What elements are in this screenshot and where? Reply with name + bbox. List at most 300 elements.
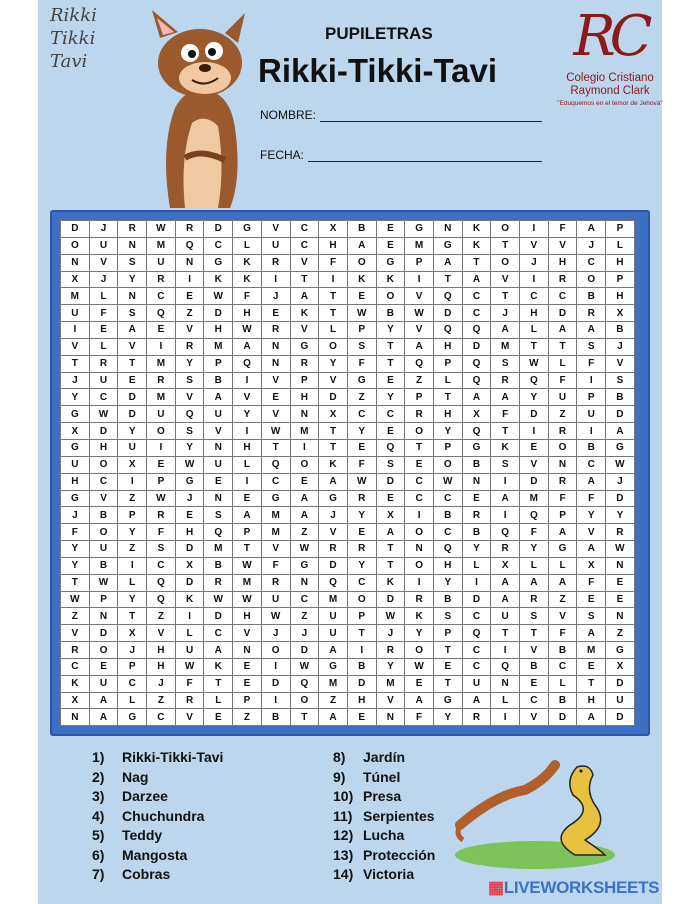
grid-cell[interactable]: F: [577, 355, 606, 372]
grid-cell[interactable]: V: [261, 221, 290, 238]
grid-cell[interactable]: T: [347, 625, 376, 642]
grid-cell[interactable]: B: [433, 507, 462, 524]
grid-cell[interactable]: A: [491, 591, 520, 608]
grid-cell[interactable]: B: [376, 305, 405, 322]
grid-cell[interactable]: W: [290, 658, 319, 675]
grid-cell[interactable]: A: [405, 692, 434, 709]
grid-cell[interactable]: J: [89, 271, 118, 288]
grid-cell[interactable]: Q: [433, 322, 462, 339]
grid-cell[interactable]: U: [319, 625, 348, 642]
grid-cell[interactable]: M: [147, 355, 176, 372]
grid-cell[interactable]: R: [261, 322, 290, 339]
grid-cell[interactable]: G: [61, 406, 90, 423]
grid-cell[interactable]: G: [548, 541, 577, 558]
grid-cell[interactable]: A: [405, 338, 434, 355]
grid-cell[interactable]: V: [405, 322, 434, 339]
grid-cell[interactable]: C: [204, 237, 233, 254]
grid-cell[interactable]: A: [433, 254, 462, 271]
grid-cell[interactable]: P: [405, 389, 434, 406]
grid-cell[interactable]: G: [376, 254, 405, 271]
grid-cell[interactable]: Z: [118, 490, 147, 507]
grid-cell[interactable]: B: [261, 709, 290, 726]
grid-cell[interactable]: L: [433, 372, 462, 389]
grid-cell[interactable]: L: [233, 237, 262, 254]
grid-cell[interactable]: H: [233, 305, 262, 322]
grid-cell[interactable]: N: [204, 490, 233, 507]
grid-cell[interactable]: U: [319, 608, 348, 625]
grid-cell[interactable]: V: [175, 389, 204, 406]
grid-cell[interactable]: I: [462, 574, 491, 591]
grid-cell[interactable]: H: [319, 237, 348, 254]
grid-cell[interactable]: N: [376, 709, 405, 726]
grid-cell[interactable]: Q: [462, 322, 491, 339]
grid-cell[interactable]: U: [175, 642, 204, 659]
grid-cell[interactable]: E: [261, 305, 290, 322]
grid-cell[interactable]: W: [606, 456, 635, 473]
grid-cell[interactable]: O: [261, 642, 290, 659]
grid-cell[interactable]: C: [261, 473, 290, 490]
grid-cell[interactable]: C: [89, 389, 118, 406]
grid-cell[interactable]: C: [147, 288, 176, 305]
grid-cell[interactable]: Q: [204, 524, 233, 541]
grid-cell[interactable]: M: [376, 675, 405, 692]
grid-cell[interactable]: C: [520, 288, 549, 305]
grid-cell[interactable]: I: [290, 439, 319, 456]
grid-cell[interactable]: Z: [290, 608, 319, 625]
grid-cell[interactable]: C: [290, 221, 319, 238]
grid-cell[interactable]: N: [118, 237, 147, 254]
grid-cell[interactable]: N: [204, 439, 233, 456]
grid-cell[interactable]: T: [376, 557, 405, 574]
grid-cell[interactable]: W: [175, 456, 204, 473]
grid-cell[interactable]: E: [347, 288, 376, 305]
grid-cell[interactable]: M: [261, 524, 290, 541]
grid-cell[interactable]: R: [261, 574, 290, 591]
grid-cell[interactable]: J: [118, 642, 147, 659]
grid-cell[interactable]: B: [548, 692, 577, 709]
grid-cell[interactable]: Y: [118, 524, 147, 541]
grid-cell[interactable]: C: [433, 524, 462, 541]
grid-cell[interactable]: W: [204, 591, 233, 608]
grid-cell[interactable]: U: [89, 237, 118, 254]
grid-cell[interactable]: K: [204, 271, 233, 288]
grid-cell[interactable]: E: [233, 490, 262, 507]
grid-cell[interactable]: C: [577, 456, 606, 473]
grid-cell[interactable]: M: [491, 338, 520, 355]
grid-cell[interactable]: L: [520, 557, 549, 574]
grid-cell[interactable]: R: [462, 709, 491, 726]
grid-cell[interactable]: C: [462, 642, 491, 659]
grid-cell[interactable]: I: [405, 271, 434, 288]
grid-cell[interactable]: A: [577, 541, 606, 558]
grid-cell[interactable]: P: [577, 389, 606, 406]
grid-cell[interactable]: Q: [405, 355, 434, 372]
grid-cell[interactable]: I: [147, 439, 176, 456]
grid-cell[interactable]: O: [577, 271, 606, 288]
grid-cell[interactable]: V: [520, 642, 549, 659]
grid-cell[interactable]: A: [204, 389, 233, 406]
grid-cell[interactable]: Q: [462, 372, 491, 389]
grid-cell[interactable]: S: [491, 456, 520, 473]
grid-cell[interactable]: K: [233, 254, 262, 271]
grid-cell[interactable]: A: [577, 221, 606, 238]
grid-cell[interactable]: N: [175, 254, 204, 271]
grid-cell[interactable]: A: [462, 271, 491, 288]
grid-cell[interactable]: H: [433, 338, 462, 355]
grid-cell[interactable]: S: [606, 372, 635, 389]
grid-cell[interactable]: Q: [175, 406, 204, 423]
grid-cell[interactable]: M: [520, 490, 549, 507]
grid-cell[interactable]: A: [462, 692, 491, 709]
grid-cell[interactable]: G: [462, 439, 491, 456]
grid-cell[interactable]: B: [548, 642, 577, 659]
grid-cell[interactable]: C: [577, 254, 606, 271]
grid-cell[interactable]: D: [548, 305, 577, 322]
grid-cell[interactable]: Z: [118, 541, 147, 558]
grid-cell[interactable]: V: [319, 524, 348, 541]
grid-cell[interactable]: X: [577, 557, 606, 574]
grid-cell[interactable]: L: [204, 692, 233, 709]
grid-cell[interactable]: O: [89, 456, 118, 473]
grid-cell[interactable]: X: [376, 507, 405, 524]
grid-cell[interactable]: X: [61, 692, 90, 709]
grid-cell[interactable]: H: [433, 406, 462, 423]
grid-cell[interactable]: G: [433, 237, 462, 254]
grid-cell[interactable]: I: [491, 473, 520, 490]
grid-cell[interactable]: B: [204, 557, 233, 574]
grid-cell[interactable]: D: [376, 473, 405, 490]
grid-cell[interactable]: A: [319, 473, 348, 490]
grid-cell[interactable]: P: [204, 355, 233, 372]
grid-cell[interactable]: U: [261, 591, 290, 608]
grid-cell[interactable]: P: [433, 439, 462, 456]
grid-cell[interactable]: O: [61, 237, 90, 254]
grid-cell[interactable]: E: [261, 389, 290, 406]
grid-cell[interactable]: A: [548, 322, 577, 339]
grid-cell[interactable]: E: [175, 507, 204, 524]
grid-cell[interactable]: T: [118, 355, 147, 372]
grid-cell[interactable]: U: [89, 675, 118, 692]
grid-cell[interactable]: L: [89, 288, 118, 305]
grid-cell[interactable]: A: [606, 423, 635, 440]
grid-cell[interactable]: C: [61, 658, 90, 675]
grid-cell[interactable]: B: [462, 524, 491, 541]
grid-cell[interactable]: C: [462, 288, 491, 305]
grid-cell[interactable]: K: [290, 305, 319, 322]
grid-cell[interactable]: D: [548, 709, 577, 726]
grid-cell[interactable]: S: [577, 608, 606, 625]
grid-cell[interactable]: S: [433, 608, 462, 625]
grid-cell[interactable]: X: [462, 406, 491, 423]
grid-cell[interactable]: V: [520, 709, 549, 726]
grid-cell[interactable]: E: [147, 456, 176, 473]
grid-cell[interactable]: Y: [175, 439, 204, 456]
grid-cell[interactable]: H: [89, 439, 118, 456]
grid-cell[interactable]: T: [319, 288, 348, 305]
grid-cell[interactable]: O: [491, 221, 520, 238]
grid-cell[interactable]: G: [175, 473, 204, 490]
grid-cell[interactable]: L: [548, 557, 577, 574]
grid-cell[interactable]: N: [233, 642, 262, 659]
grid-cell[interactable]: R: [577, 305, 606, 322]
grid-cell[interactable]: V: [61, 625, 90, 642]
grid-cell[interactable]: O: [405, 423, 434, 440]
grid-cell[interactable]: A: [577, 625, 606, 642]
grid-cell[interactable]: F: [347, 355, 376, 372]
grid-cell[interactable]: D: [89, 625, 118, 642]
grid-cell[interactable]: D: [319, 557, 348, 574]
grid-cell[interactable]: D: [204, 221, 233, 238]
grid-cell[interactable]: H: [606, 254, 635, 271]
grid-cell[interactable]: V: [233, 625, 262, 642]
grid-cell[interactable]: Q: [520, 507, 549, 524]
grid-cell[interactable]: V: [261, 372, 290, 389]
grid-cell[interactable]: D: [606, 406, 635, 423]
grid-cell[interactable]: V: [606, 355, 635, 372]
grid-cell[interactable]: H: [233, 608, 262, 625]
grid-cell[interactable]: D: [118, 406, 147, 423]
grid-cell[interactable]: L: [548, 675, 577, 692]
grid-cell[interactable]: C: [347, 574, 376, 591]
grid-cell[interactable]: I: [175, 271, 204, 288]
grid-cell[interactable]: A: [548, 524, 577, 541]
grid-cell[interactable]: R: [347, 490, 376, 507]
grid-cell[interactable]: I: [118, 557, 147, 574]
grid-cell[interactable]: J: [606, 338, 635, 355]
grid-cell[interactable]: H: [175, 524, 204, 541]
grid-cell[interactable]: D: [175, 574, 204, 591]
grid-cell[interactable]: H: [290, 389, 319, 406]
grid-cell[interactable]: A: [290, 507, 319, 524]
grid-cell[interactable]: G: [290, 338, 319, 355]
grid-cell[interactable]: U: [548, 389, 577, 406]
grid-cell[interactable]: Y: [433, 574, 462, 591]
grid-cell[interactable]: P: [548, 507, 577, 524]
grid-cell[interactable]: T: [433, 675, 462, 692]
grid-cell[interactable]: L: [520, 322, 549, 339]
grid-cell[interactable]: Z: [319, 692, 348, 709]
grid-cell[interactable]: A: [462, 389, 491, 406]
grid-cell[interactable]: O: [89, 524, 118, 541]
name-field[interactable]: [260, 108, 542, 122]
grid-cell[interactable]: P: [433, 625, 462, 642]
grid-cell[interactable]: T: [491, 288, 520, 305]
grid-cell[interactable]: G: [319, 490, 348, 507]
grid-cell[interactable]: T: [433, 389, 462, 406]
grid-cell[interactable]: R: [175, 221, 204, 238]
grid-cell[interactable]: J: [376, 625, 405, 642]
grid-cell[interactable]: C: [462, 305, 491, 322]
grid-cell[interactable]: C: [462, 658, 491, 675]
grid-cell[interactable]: W: [261, 608, 290, 625]
grid-cell[interactable]: T: [491, 237, 520, 254]
grid-cell[interactable]: C: [548, 288, 577, 305]
grid-cell[interactable]: S: [175, 423, 204, 440]
grid-cell[interactable]: R: [462, 507, 491, 524]
grid-cell[interactable]: E: [433, 658, 462, 675]
grid-cell[interactable]: R: [319, 541, 348, 558]
grid-cell[interactable]: O: [290, 692, 319, 709]
grid-cell[interactable]: W: [405, 305, 434, 322]
grid-cell[interactable]: W: [347, 305, 376, 322]
grid-cell[interactable]: V: [520, 456, 549, 473]
grid-cell[interactable]: A: [319, 642, 348, 659]
grid-cell[interactable]: W: [233, 591, 262, 608]
grid-cell[interactable]: M: [405, 237, 434, 254]
grid-cell[interactable]: E: [376, 423, 405, 440]
grid-cell[interactable]: V: [233, 389, 262, 406]
grid-cell[interactable]: R: [118, 221, 147, 238]
grid-cell[interactable]: C: [147, 557, 176, 574]
grid-cell[interactable]: Q: [433, 288, 462, 305]
grid-cell[interactable]: K: [405, 608, 434, 625]
grid-cell[interactable]: R: [147, 372, 176, 389]
grid-cell[interactable]: K: [491, 439, 520, 456]
grid-cell[interactable]: V: [548, 237, 577, 254]
grid-cell[interactable]: R: [548, 473, 577, 490]
grid-cell[interactable]: Y: [61, 541, 90, 558]
grid-cell[interactable]: O: [347, 254, 376, 271]
grid-cell[interactable]: G: [290, 557, 319, 574]
grid-cell[interactable]: T: [61, 574, 90, 591]
grid-cell[interactable]: A: [347, 237, 376, 254]
grid-cell[interactable]: Y: [606, 507, 635, 524]
grid-cell[interactable]: L: [175, 625, 204, 642]
grid-cell[interactable]: G: [233, 221, 262, 238]
grid-cell[interactable]: W: [233, 322, 262, 339]
grid-cell[interactable]: Q: [462, 355, 491, 372]
grid-cell[interactable]: J: [290, 625, 319, 642]
grid-cell[interactable]: Q: [462, 423, 491, 440]
grid-cell[interactable]: P: [147, 473, 176, 490]
grid-cell[interactable]: D: [347, 675, 376, 692]
grid-cell[interactable]: E: [405, 456, 434, 473]
grid-cell[interactable]: J: [61, 507, 90, 524]
grid-cell[interactable]: P: [347, 322, 376, 339]
grid-cell[interactable]: N: [433, 221, 462, 238]
grid-cell[interactable]: R: [261, 254, 290, 271]
grid-cell[interactable]: L: [233, 456, 262, 473]
grid-cell[interactable]: O: [491, 254, 520, 271]
grid-cell[interactable]: T: [548, 338, 577, 355]
grid-cell[interactable]: Y: [319, 355, 348, 372]
grid-cell[interactable]: E: [347, 439, 376, 456]
grid-cell[interactable]: E: [606, 591, 635, 608]
grid-cell[interactable]: X: [118, 625, 147, 642]
grid-cell[interactable]: S: [577, 338, 606, 355]
grid-cell[interactable]: J: [89, 221, 118, 238]
grid-cell[interactable]: F: [577, 490, 606, 507]
grid-cell[interactable]: U: [89, 372, 118, 389]
grid-cell[interactable]: Y: [433, 709, 462, 726]
grid-cell[interactable]: A: [118, 322, 147, 339]
grid-cell[interactable]: R: [204, 574, 233, 591]
grid-cell[interactable]: K: [347, 271, 376, 288]
grid-cell[interactable]: K: [61, 675, 90, 692]
grid-cell[interactable]: V: [491, 271, 520, 288]
grid-cell[interactable]: W: [347, 473, 376, 490]
grid-cell[interactable]: I: [233, 473, 262, 490]
grid-cell[interactable]: R: [175, 338, 204, 355]
grid-cell[interactable]: P: [606, 271, 635, 288]
grid-cell[interactable]: A: [89, 692, 118, 709]
grid-cell[interactable]: A: [376, 524, 405, 541]
grid-cell[interactable]: V: [147, 625, 176, 642]
grid-cell[interactable]: E: [290, 473, 319, 490]
grid-cell[interactable]: O: [548, 439, 577, 456]
grid-cell[interactable]: C: [405, 490, 434, 507]
grid-cell[interactable]: D: [204, 608, 233, 625]
grid-cell[interactable]: Z: [548, 591, 577, 608]
grid-cell[interactable]: A: [548, 574, 577, 591]
grid-cell[interactable]: T: [491, 625, 520, 642]
grid-cell[interactable]: X: [319, 406, 348, 423]
grid-cell[interactable]: Z: [606, 625, 635, 642]
grid-cell[interactable]: N: [606, 557, 635, 574]
grid-cell[interactable]: D: [89, 423, 118, 440]
grid-cell[interactable]: V: [376, 692, 405, 709]
grid-cell[interactable]: M: [290, 423, 319, 440]
grid-cell[interactable]: N: [290, 574, 319, 591]
grid-cell[interactable]: H: [147, 658, 176, 675]
grid-cell[interactable]: I: [261, 271, 290, 288]
grid-cell[interactable]: S: [520, 608, 549, 625]
name-line[interactable]: [320, 121, 542, 122]
grid-cell[interactable]: D: [175, 541, 204, 558]
grid-cell[interactable]: M: [204, 338, 233, 355]
grid-cell[interactable]: Q: [433, 541, 462, 558]
grid-cell[interactable]: Y: [462, 541, 491, 558]
grid-cell[interactable]: W: [290, 541, 319, 558]
grid-cell[interactable]: K: [376, 271, 405, 288]
grid-cell[interactable]: N: [462, 473, 491, 490]
grid-cell[interactable]: J: [261, 625, 290, 642]
grid-cell[interactable]: S: [118, 254, 147, 271]
grid-cell[interactable]: Y: [405, 625, 434, 642]
grid-cell[interactable]: C: [462, 608, 491, 625]
grid-cell[interactable]: Y: [520, 541, 549, 558]
grid-cell[interactable]: R: [175, 692, 204, 709]
grid-cell[interactable]: E: [204, 473, 233, 490]
grid-cell[interactable]: I: [118, 473, 147, 490]
grid-cell[interactable]: F: [548, 372, 577, 389]
grid-cell[interactable]: T: [376, 355, 405, 372]
grid-cell[interactable]: B: [89, 507, 118, 524]
grid-cell[interactable]: M: [233, 574, 262, 591]
grid-cell[interactable]: V: [290, 322, 319, 339]
grid-cell[interactable]: D: [290, 642, 319, 659]
grid-cell[interactable]: Y: [61, 389, 90, 406]
grid-cell[interactable]: T: [520, 338, 549, 355]
grid-cell[interactable]: N: [405, 541, 434, 558]
grid-cell[interactable]: Y: [61, 557, 90, 574]
grid-cell[interactable]: O: [89, 642, 118, 659]
grid-cell[interactable]: R: [405, 406, 434, 423]
date-field[interactable]: [260, 148, 542, 162]
grid-cell[interactable]: N: [548, 456, 577, 473]
grid-cell[interactable]: M: [319, 675, 348, 692]
grid-cell[interactable]: G: [405, 221, 434, 238]
grid-cell[interactable]: L: [462, 557, 491, 574]
grid-cell[interactable]: T: [433, 271, 462, 288]
grid-cell[interactable]: G: [606, 439, 635, 456]
grid-cell[interactable]: I: [61, 322, 90, 339]
grid-cell[interactable]: Y: [347, 423, 376, 440]
grid-cell[interactable]: Y: [577, 507, 606, 524]
grid-cell[interactable]: V: [520, 237, 549, 254]
grid-cell[interactable]: R: [147, 271, 176, 288]
grid-cell[interactable]: L: [606, 237, 635, 254]
